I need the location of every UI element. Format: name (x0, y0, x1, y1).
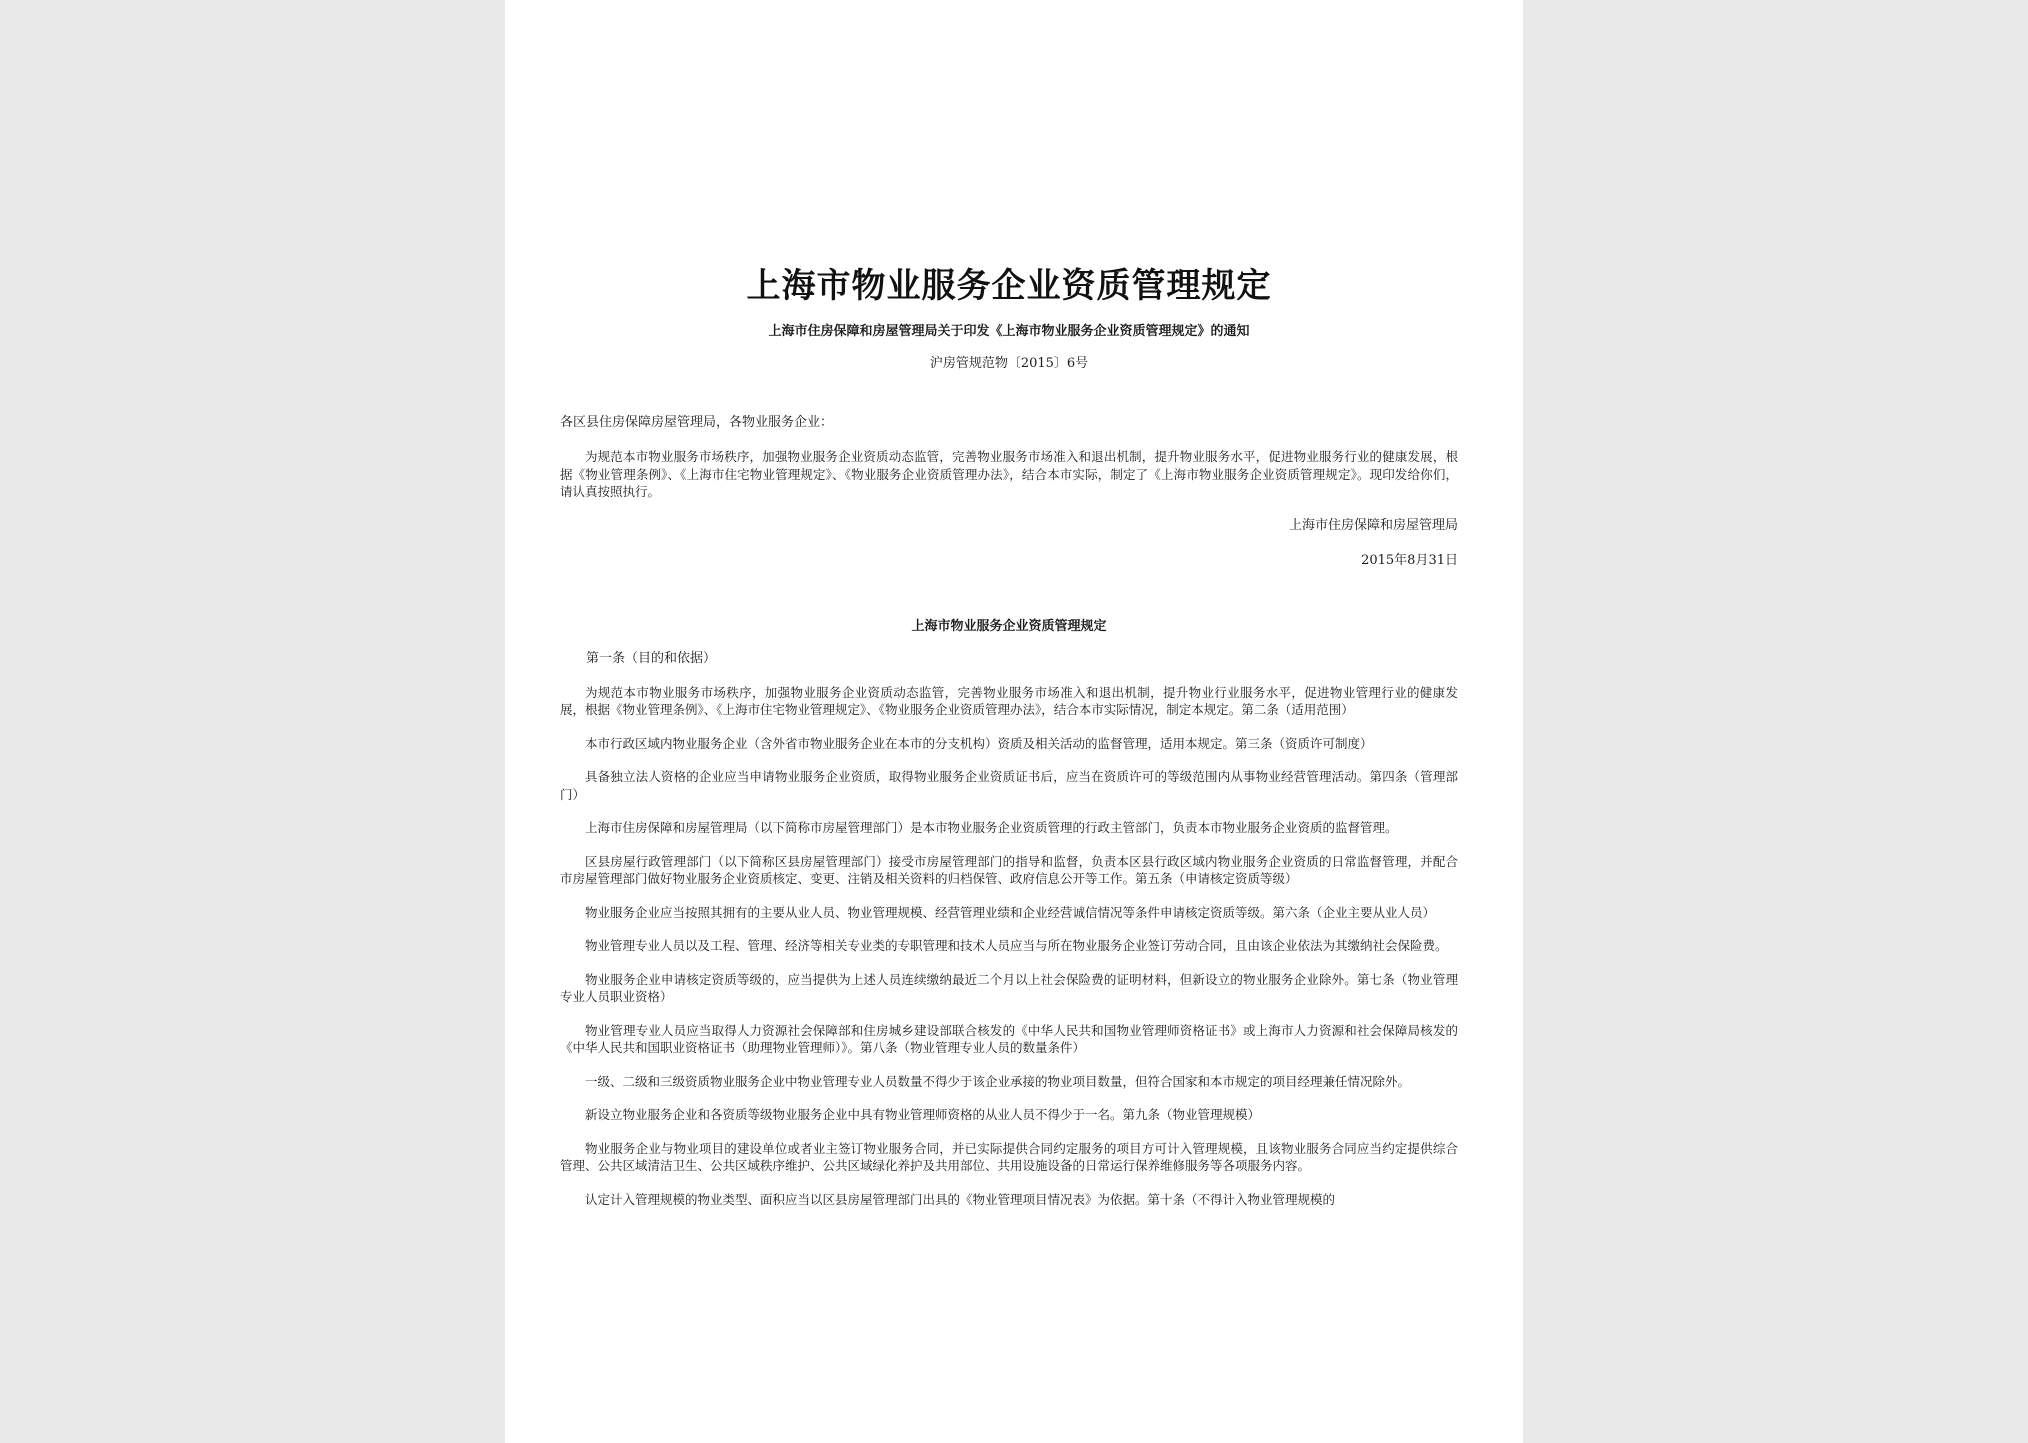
body-paragraph: 一级、二级和三级资质物业服务企业中物业管理专业人员数量不得少于该企业承接的物业项目数量，但符合国家和本市规定的项目经理兼任情况除外。 (585, 1073, 1411, 1089)
document-title: 上海市物业服务企业资质管理规定 (746, 266, 1272, 306)
document-number: 沪房管规范物〔2015〕6号 (929, 356, 1089, 371)
addressee: 各区县住房保障房屋管理局，各物业服务企业： (560, 415, 834, 430)
document-page (505, 0, 1523, 1443)
issuer-signature: 上海市住房保障和房屋管理局 (1288, 517, 1458, 533)
body-paragraph: 物业管理专业人员应当取得人力资源社会保障部和住房城乡建设部联合核发的《中华人民共和国物业管理师资格证书》或上海市人力资源和社会保障局核发的《中华人民共和国职业资格证书（助理物业管理师）》。第八条（物业管理专业人员的数量条件） (560, 1022, 1458, 1055)
body-paragraph: 物业服务企业应当按照其拥有的主要从业人员、物业管理规模、经营管理业绩和企业经营诚信情况等条件申请核定资质等级。第六条（企业主要从业人员） (585, 904, 1436, 920)
body-paragraph: 物业服务企业申请核定资质等级的，应当提供为上述人员连续缴纳最近二个月以上社会保险费的证明材料，但新设立的物业服务企业除外。第七条（物业管理专业人员职业资格） (560, 971, 1458, 1004)
intro-paragraph: 为规范本市物业服务市场秩序，加强物业服务企业资质动态监管，完善物业服务市场准入和退出机制，提升物业服务水平，促进物业服务行业的健康发展，根据《物业管理条例》、《上海市住宅物业管理规定》、《物业服务企业资质管理办法》，结合本市实际，制定了《上海市物业服务企业资质管理规定》。现印发给你们，请认真按照执行。 (560, 449, 1458, 499)
issue-date: 2015年8月31日 (1361, 552, 1458, 568)
body-paragraph: 区县房屋行政管理部门（以下简称区县房屋管理部门）接受市房屋管理部门的指导和监督，负责本区县行政区域内物业服务企业资质的日常监督管理，并配合市房屋管理部门做好物业服务企业资质核定、变更、注销及相关资料的归档保管、政府信息公开等工作。第五条（申请核定资质等级） (560, 853, 1458, 886)
regulation-body (560, 684, 1458, 1209)
body-paragraph: 上海市住房保障和房屋管理局（以下简称市房屋管理部门）是本市物业服务企业资质管理的行政主管部门，负责本市物业服务企业资质的监督管理。 (585, 820, 1398, 835)
page-content (560, 262, 1458, 1208)
regulation-title: 上海市物业服务企业资质管理规定 (911, 618, 1107, 634)
body-paragraph: 物业服务企业与物业项目的建设单位或者业主签订物业服务合同，并已实际提供合同约定服务的项目方可计入管理规模，且该物业服务合同应当约定提供综合管理、公共区域清洁卫生、公共区域秩序维护、公共区域绿化养护及共用部位、共用设施设备的日常运行保养维修服务等各项服务内容。 (560, 1140, 1458, 1173)
body-paragraph: 物业管理专业人员以及工程、管理、经济等相关专业类的专职管理和技术人员应当与所在物业服务企业签订劳动合同，且由该企业依法为其缴纳社会保险费。 (585, 938, 1448, 953)
body-paragraph: 本市行政区域内物业服务企业（含外省市物业服务企业在本市的分支机构）资质及相关活动的监督管理，适用本规定。第三条（资质许可制度） (585, 735, 1373, 751)
body-paragraph: 为规范本市物业服务市场秩序，加强物业服务企业资质动态监管，完善物业服务市场准入和退出机制，提升物业行业服务水平，促进物业管理行业的健康发展，根据《物业管理条例》、《上海市住宅物业管理规定》、《物业服务企业资质管理办法》，结合本市实际情况，制定本规定。第二条（适用范围） (560, 684, 1458, 717)
article-heading: 第一条（目的和依据） (586, 650, 717, 666)
notice-subtitle: 上海市住房保障和房屋管理局关于印发《上海市物业服务企业资质管理规定》的通知 (768, 324, 1250, 339)
body-paragraph: 具备独立法人资格的企业应当申请物业服务企业资质，取得物业服务企业资质证书后，应当在资质许可的等级范围内从事物业经营管理活动。第四条（管理部门） (560, 769, 1458, 802)
body-paragraph: 新设立物业服务企业和各资质等级物业服务企业中具有物业管理师资格的从业人员不得少于一名。第九条（物业管理规模） (585, 1107, 1261, 1122)
body-paragraph: 认定计入管理规模的物业类型、面积应当以区县房屋管理部门出具的《物业管理项目情况表》为依据。第十条（不得计入物业管理规模的 (585, 1191, 1336, 1207)
